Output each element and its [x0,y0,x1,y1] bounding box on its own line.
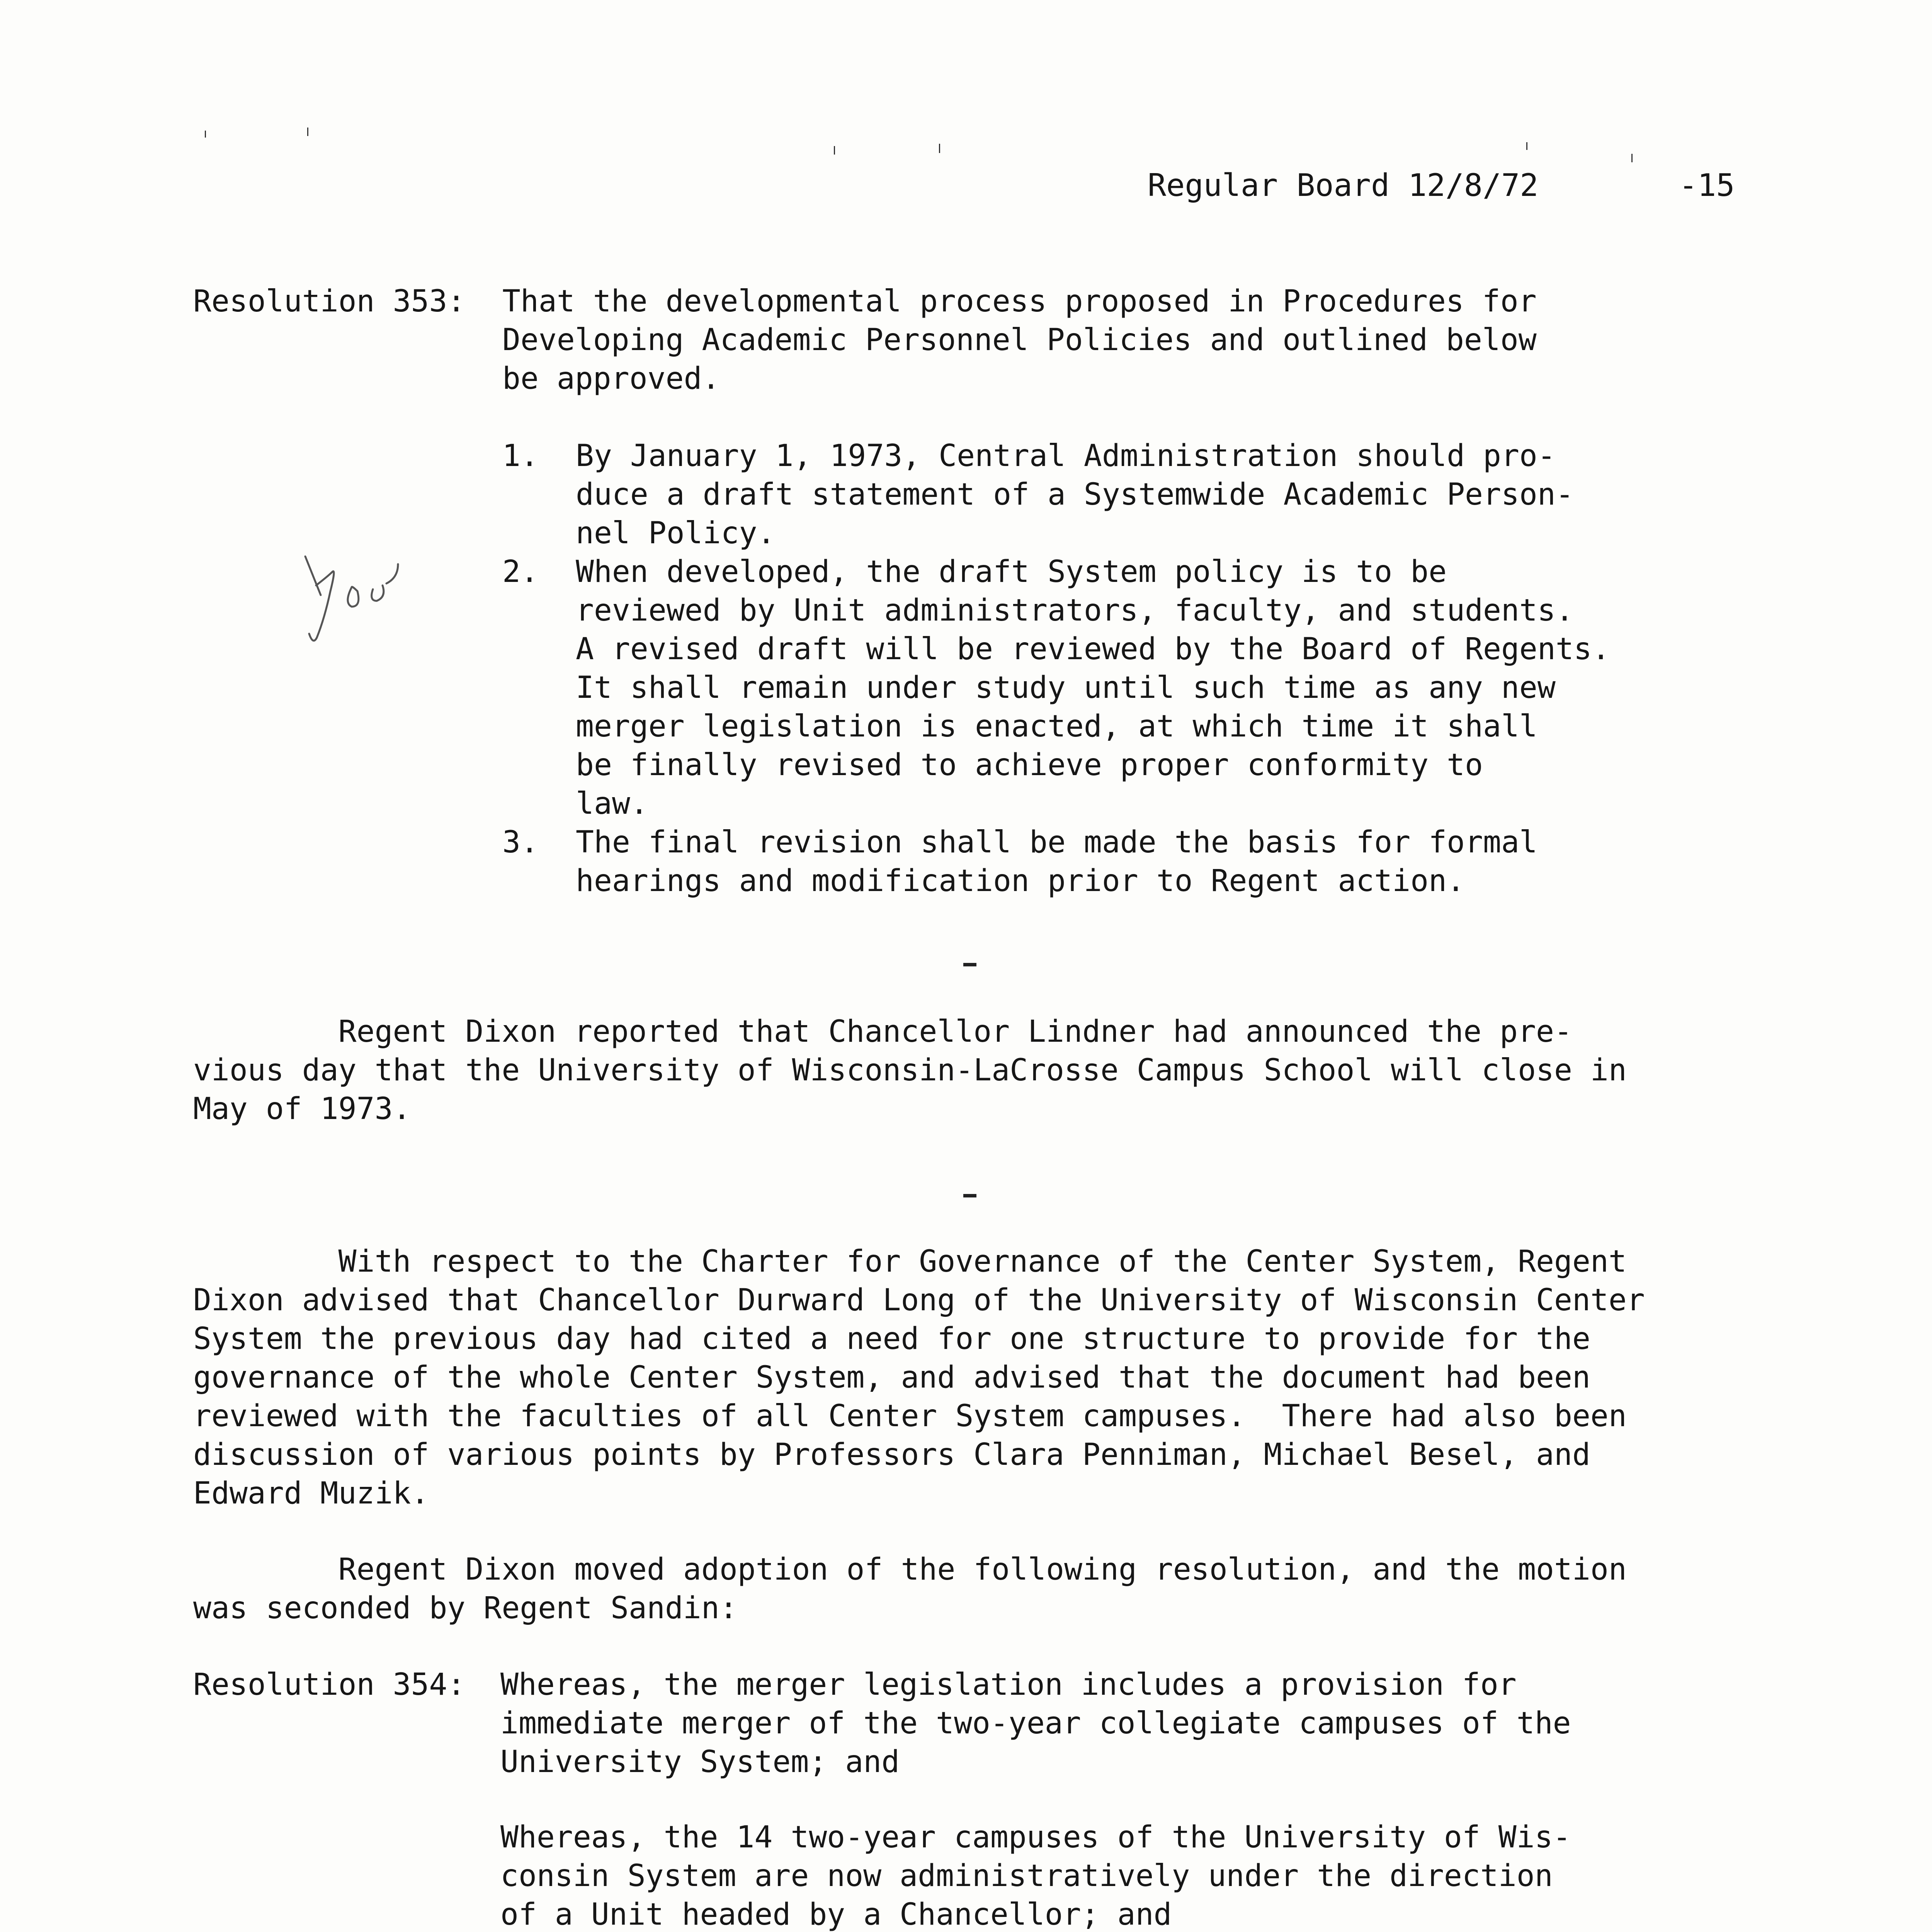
text-line: When developed, the draft System policy is to be [576,554,1447,589]
resolution-353-label: Resolution 353: [193,284,466,319]
text-line: University System; and [500,1745,900,1779]
stray-mark [205,131,206,138]
section-divider [963,963,976,966]
paragraph-motion [193,1550,1627,1628]
text-line: law. [576,786,648,821]
text-line: hearings and modification prior to Regent action. [576,864,1465,898]
paragraph-lacrosse [193,1012,1627,1128]
text-line: vious day that the University of Wisconsin-LaCrosse Campus School will close in [193,1053,1627,1088]
text-line: The final revision shall be made the basis for formal [576,825,1537,860]
resolution-353-intro [502,282,1537,398]
text-line: Regent Dixon reported that Chancellor Lindner had announced the pre- [193,1014,1572,1049]
item-number: 2. [502,554,539,589]
text-line: nel Policy. [576,516,776,551]
text-line: of a Unit headed by a Chancellor; and [500,1897,1172,1932]
text-line: By January 1, 1973, Central Administration should pro- [576,439,1556,473]
item-number: 1. [502,439,539,473]
stray-mark [307,128,308,136]
text-line: Edward Muzik. [193,1476,429,1511]
text-line: Whereas, the merger legislation includes a provision for [500,1667,1517,1702]
text-line: With respect to the Charter for Governance of the Center System, Regent [193,1244,1627,1279]
resolution-354-clause-1 [500,1665,1571,1781]
text-line: immediate merger of the two-year collegiate campuses of the [500,1706,1571,1741]
text-line: reviewed by Unit administrators, faculty, and students. [576,593,1574,628]
paragraph-center-system [193,1242,1645,1513]
text-line: merger legislation is enacted, at which time it shall [576,709,1537,744]
resolution-354-label: Resolution 354: [193,1667,466,1702]
text-line: That the developmental process proposed in Procedures for [502,284,1537,319]
text-line: be approved. [502,361,720,396]
text-line: Dixon advised that Chancellor Durward Long of the University of Wisconsin Center [193,1283,1645,1318]
item-text [576,437,1574,553]
text-line: reviewed with the faculties of all Center System campuses. There had also been [193,1399,1627,1434]
text-line: was seconded by Regent Sandin: [193,1591,738,1626]
running-title: Regular Board 12/8/72 [1148,167,1539,203]
item-text [576,553,1610,823]
text-line: It shall remain under study until such time as any new [576,670,1556,705]
handwritten-initials-icon [294,549,417,649]
stray-mark [1631,154,1633,162]
stray-mark [939,144,940,153]
text-line: System the previous day had cited a need for one structure to provide for the [193,1321,1590,1356]
stray-mark [1526,142,1527,150]
text-line: Developing Academic Personnel Policies and outlined below [502,323,1537,357]
text-line: Whereas, the 14 two-year campuses of the University of Wis- [500,1820,1571,1855]
text-line: A revised draft will be reviewed by the Board of Regents. [576,632,1610,667]
resolution-354-clause-2 [500,1818,1571,1932]
text-line: Regent Dixon moved adoption of the following resolution, and the motion [193,1552,1627,1587]
text-line: duce a draft statement of a Systemwide Academic Person- [576,477,1574,512]
text-line: consin System are now administratively under the direction [500,1859,1553,1893]
text-line: discussion of various points by Professors Clara Penniman, Michael Besel, and [193,1437,1590,1472]
section-divider [963,1194,976,1197]
text-line: be finally revised to achieve proper conformity to [576,748,1483,782]
item-text [576,823,1537,900]
stray-mark [834,146,835,155]
item-number: 3. [502,825,539,860]
header-page-number: -15 [1679,167,1735,203]
text-line: May of 1973. [193,1092,411,1126]
text-line: governance of the whole Center System, and advised that the document had been [193,1360,1590,1395]
